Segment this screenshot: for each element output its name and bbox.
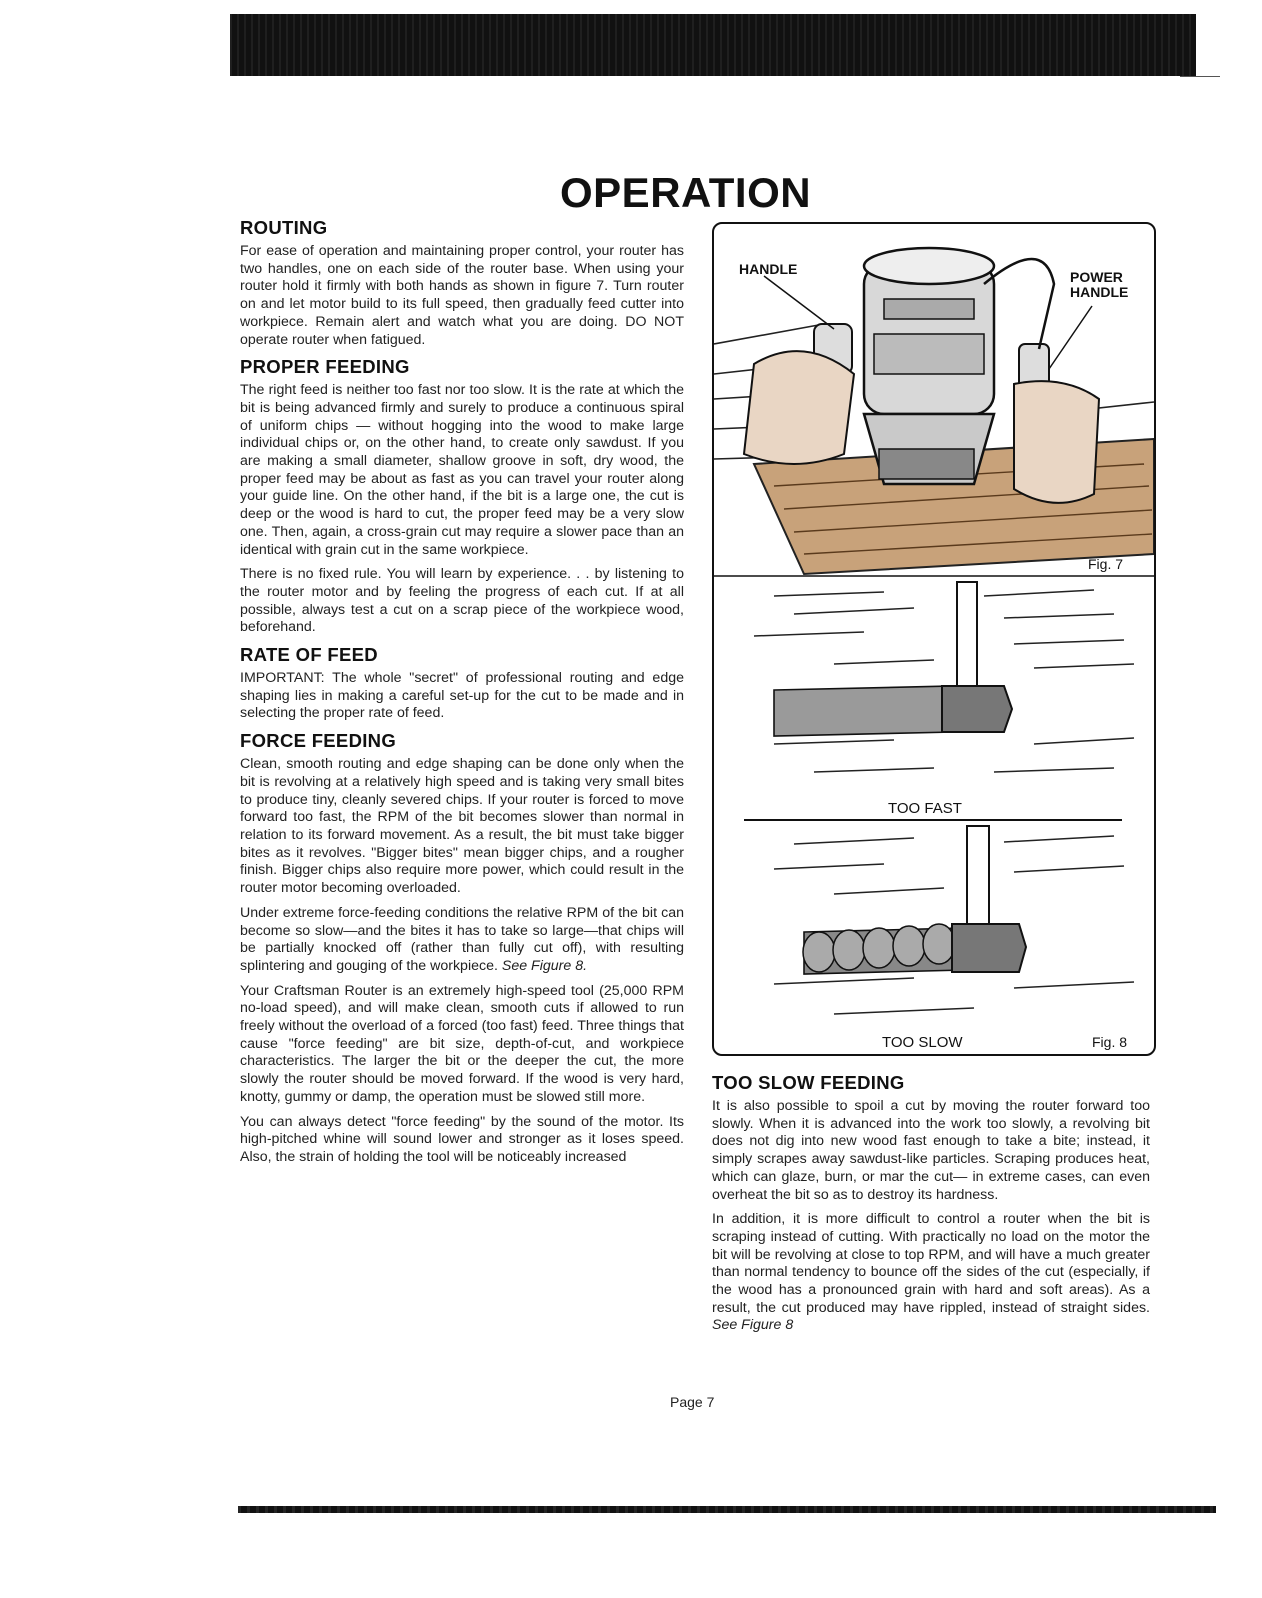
page-number: Page 7 — [670, 1394, 715, 1410]
paragraph: There is no fixed rule. You will learn by experience. . . by listening to the router motor and by feeling the progress of each cut. If at all possible, always test a cut on a scrap piece of the workpiece wood, beforehand. — [240, 566, 684, 636]
paragraph — [712, 1211, 1150, 1335]
page-title: OPERATION — [560, 169, 812, 216]
footer-bar — [238, 1506, 1216, 1513]
too-fast-illustration — [754, 582, 1134, 772]
section-heading: FORCE FEEDING — [240, 730, 397, 752]
paragraph: You can always detect "force feeding" by the sound of the motor. Its high-pitched whine will sound lower and stronger as it loses speed. Also, the strain of holding the tool will be noticeably increased — [240, 1113, 684, 1165]
paragraph: It is also possible to spoil a cut by moving the router forward too slowly. When it is advanced into the work too slowly, a revolving bit does not dig into new wood fast enough to take a bite; instead, it simply scrapes away sawdust-like particles. Scraping produces heat, which can glaze, burn, or mar the cut— in extreme cases, can even overheat the bit so as to destroy its hardness. — [712, 1098, 1150, 1203]
section-routing — [240, 217, 684, 349]
power-handle-callout — [1070, 270, 1128, 300]
section-proper-feeding — [240, 356, 684, 637]
paragraph: Your Craftsman Router is an extremely high-speed tool (25,000 RPM no-load speed), and will make clean, smooth cuts if allowed to run freely without the overload of a forced (too fast) feed. Three things that cause "force feeding" are bit size, depth-of-cut, and workpiece characteristics. The larger the bit or the deeper the cut, the more slowly the router should be moved forward. If the wood is very hard, knotty, gummy or damp, the operation must be slowed still more. — [240, 982, 684, 1105]
power-handle-line2: HANDLE — [1070, 284, 1129, 300]
paragraph: For ease of operation and maintaining proper control, your router has two handles, one on each side of the router base. When using your router hold it firmly with both hands as shown in figure 7. Turn router on and let motor build to its full speed, then gradually feed cutter into workpiece. Remain alert and watch what you are doing. DO NOT operate router when fatigued. — [240, 243, 684, 348]
figure-reference: See Figure 8. — [501, 957, 588, 974]
section-heading: TOO SLOW FEEDING — [712, 1072, 905, 1093]
too-slow-illustration — [774, 826, 1134, 1014]
paragraph: The right feed is neither too fast nor too slow. It is the rate at which the bit is being advanced firmly and surely to produce a continuous spiral of uniform chips — without hogging into the wood to make large individual chips or, on the other hand, to create only sawdust. If you are making a small diameter, shallow groove in soft, dry wood, the proper feed may be about as fast as you can travel your router along your guide line. On the other hand, if the bit is a large one, the cut is deep or the wood is hard to cut, the proper feed may be a very slow one. Then, again, a cross-grain cut may require a slower pace than an identical with grain cut in the same workpiece. — [240, 382, 684, 558]
fig7-label: Fig. 7 — [1088, 556, 1124, 572]
header-bar-edge — [1180, 76, 1220, 77]
power-handle-line1: POWER — [1070, 269, 1123, 285]
header-bar — [230, 14, 1196, 76]
paragraph — [240, 905, 684, 976]
section-force-feeding — [240, 730, 684, 1166]
paragraph: Clean, smooth routing and edge shaping can be done only when the bit is revolving at a relatively high speed and is taking very small bites to produce tiny, cleanly severed chips. If your router is forced to move forward too fast, the RPM of the bit becomes slower than normal in relation to its forward movement. As a result, the bit must take bigger bites as it revolves. "Bigger bites" mean bigger chips, and a rougher finish. Bigger chips also require more power, which could result in the router motor becoming overloaded. — [240, 756, 684, 897]
paragraph-text: Under extreme force-feeding conditions the relative RPM of the bit can become so slow—and the bites it has to take so large—that chips will be partially knocked off (rather than fully cut off), with resulting splintering and gouging of the workpiece. — [240, 904, 684, 974]
fig8-label: Fig. 8 — [1092, 1034, 1128, 1050]
paragraph-text: In addition, it is more difficult to control a router when the bit is scraping instead of cutting. With practically no load on the motor the bit will be revolving at close to top RPM, and will have a much greater than normal tendency to bounce off the sides of the cut (especially, if the wood has a pronounced grain with hard and soft areas). As a result, the cut produced may have rippled, instead of straight sides. — [712, 1211, 1150, 1316]
section-heading: PROPER FEEDING — [240, 356, 410, 378]
section-heading: ROUTING — [240, 217, 328, 238]
section-rate-of-feed — [240, 644, 684, 723]
paragraph: IMPORTANT: The whole "secret" of professional routing and edge shaping lies in making a careful set-up for the cut to be made and in selecting the proper rate of feed. — [240, 670, 684, 722]
figure-reference: See Figure 8 — [712, 1317, 794, 1334]
section-heading: RATE OF FEED — [240, 644, 378, 666]
too-slow-label: TOO SLOW — [882, 1034, 963, 1051]
figure-illustrations — [714, 224, 1154, 1054]
too-fast-label: TOO FAST — [888, 800, 962, 817]
handle-callout: HANDLE — [739, 261, 798, 277]
right-column — [712, 1072, 1150, 1342]
left-column — [240, 217, 684, 1174]
figure-box — [712, 222, 1156, 1056]
